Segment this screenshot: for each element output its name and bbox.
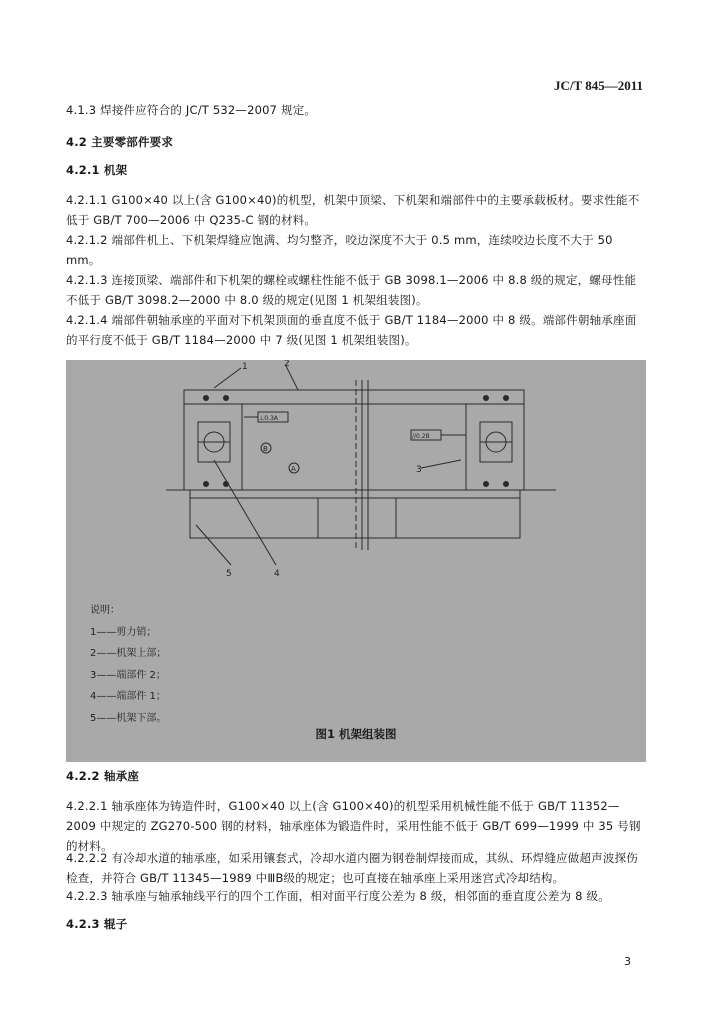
clause-4-2-2-3: 4.2.2.3 轴承座与轴承轴线平行的四个工作面，相对面平行度公差为 8 级，相邻面的垂直度公差为 8 级。 (66, 889, 610, 903)
figure-caption: 图1 机架组装图 (315, 727, 397, 741)
clause-4-2-1-4: 4.2.1.4 端部件朝轴承座的平面对下机架顶面的垂直度不低于 GB/T 1184—2000 中 8 级。端部件朝轴承座面的平行度不低于 GB/T 1184—2000 中 7 级(见图 1 机架组装图)。 (66, 313, 637, 347)
heading-4-2: 4.2 主要零部件要求 (66, 135, 174, 149)
clause-4-2-2-1: 4.2.2.1 轴承座体为铸造件时，G100×40 以上(含 G100×40)的机型采用机械性能不低于 GB/T 11352—2009 中规定的 ZG270-500 钢的材料，轴承座体为锻造件时，采用性能不低于 GB/T 699—1999 中 35 号钢的材料。 (66, 799, 641, 853)
datum-b-symbol: B (263, 445, 268, 453)
clause-4-2-1-2: 4.2.1.2 端部件机上、下机架焊缝应饱满、均匀整齐，咬边深度不大于 0.5 mm，连续咬边长度不大于 50 mm。 (66, 233, 613, 267)
legend-item: 5——机架下部。 (90, 712, 167, 724)
right-end-part (466, 404, 524, 490)
left-end-part (184, 404, 242, 490)
heading-4-2-3: 4.2.3 辊子 (66, 917, 128, 931)
callout-3: 3 (416, 465, 422, 475)
datum-a-symbol: A (291, 465, 296, 473)
standard-code-header: JC/T 845—2011 (554, 78, 643, 93)
callout-4: 4 (274, 569, 280, 579)
legend-item: 2——机架上部； (90, 648, 167, 659)
legend-item: 4——端部件 1； (90, 691, 166, 702)
clause-4-1-3: 4.1.3 焊接件应符合的 JC/T 532—2007 规定。 (66, 103, 317, 117)
clause-4-2-1-3: 4.2.1.3 连接顶梁、端部件和下机架的螺栓或螺柱性能不低于 GB 3098.1—2006 中 8.8 级的规定，螺母性能不低于 GB/T 3098.2—2000 中 8.0 级的规定(见图 1 机架组装图)。 (66, 273, 637, 307)
legend-item: 3——端部件 2； (90, 669, 166, 681)
frame-assembly-figure (66, 360, 646, 762)
callout-1: 1 (242, 362, 248, 372)
lower-frame (190, 490, 520, 538)
heading-4-2-2: 4.2.2 轴承座 (66, 769, 140, 783)
figure-legend (90, 600, 166, 729)
page-number: 3 (624, 955, 631, 968)
callout-2: 2 (284, 360, 290, 369)
legend-title: 说明： (90, 605, 120, 616)
clause-4-2-1-1: 4.2.1.1 G100×40 以上(含 G100×40)的机型，机架中顶梁、下机架和端部件中的主要承载板材。要求性能不低于 GB/T 700—2006 中 Q235-C 钢的材料。 (66, 193, 640, 227)
perpendicularity-tolerance: ⊥0.3A (259, 415, 278, 422)
top-beam (184, 390, 524, 404)
legend-item: 1——剪力销； (90, 626, 157, 638)
clause-4-2-2-2: 4.2.2.2 有冷却水道的轴承座，如采用镶套式，冷却水道内圈为钢卷制焊接而成，其纵、环焊缝应做超声波探伤检查，并符合 GB/T 11345—1989 中ⅢB级的规定；也可直接在轴承座上采用迷宫式冷却结构。 (66, 851, 638, 885)
callout-5: 5 (226, 569, 232, 579)
parallelism-tolerance: //0.2B (412, 433, 430, 440)
heading-4-2-1: 4.2.1 机架 (66, 163, 128, 177)
